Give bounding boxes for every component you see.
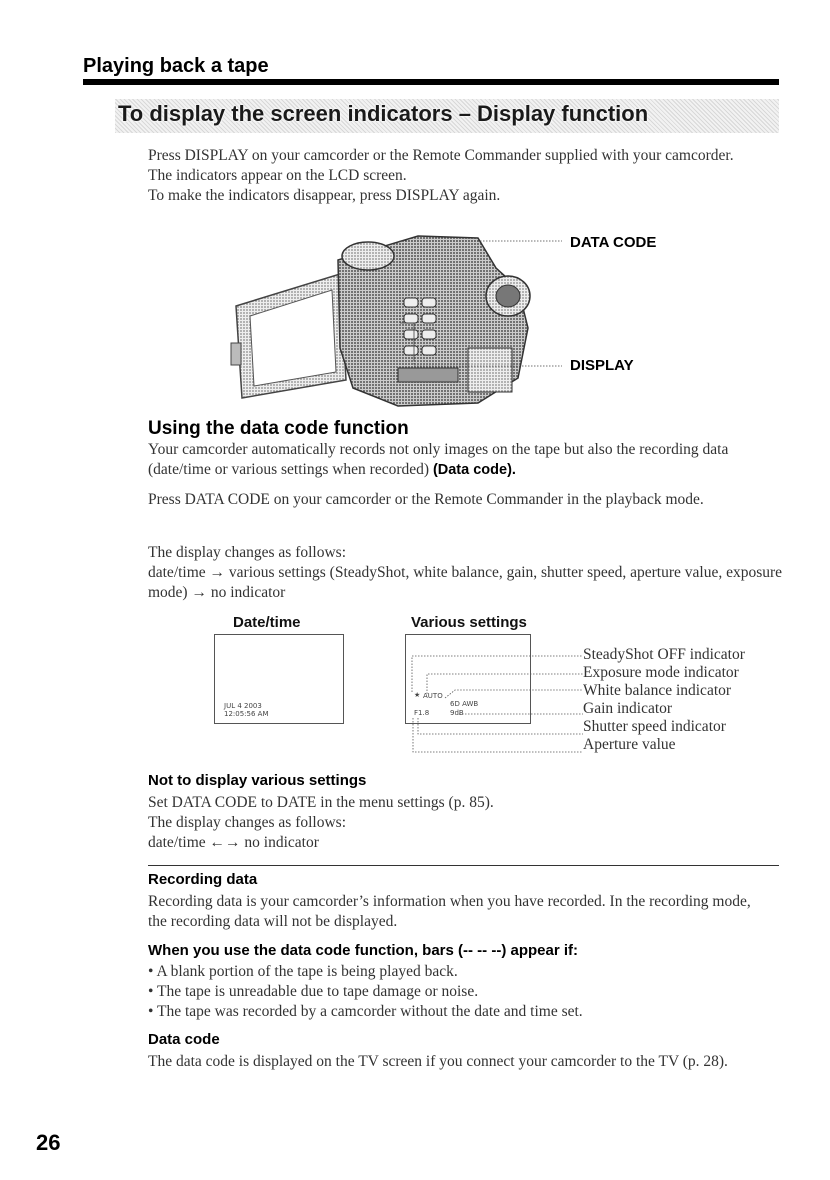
data-code-para-2: Press DATA CODE on your camcorder or the Remote Commander in the playback mode. [148, 491, 704, 508]
data-code-para-3-line-2: date/time → various settings (SteadyShot, white balance, gain, shutter speed, aperture value, exposure mode) → no indicator [148, 564, 783, 601]
list-item: • The tape is unreadable due to tape damage or noise. [148, 983, 479, 1000]
data-code-para-3 [148, 543, 783, 603]
section-title: Playing back a tape [83, 55, 269, 77]
data-code-note-text: The data code is displayed on the TV screen if you connect your camcorder to the TV (p. 28). [148, 1053, 728, 1070]
data-code-note-heading: Data code [148, 1031, 220, 1048]
not-display-line-1: Set DATA CODE to DATE in the menu settings (p. 85). [148, 794, 494, 811]
osd-aperture: F1.8 [414, 709, 430, 717]
label-various-settings: Various settings [411, 614, 527, 631]
banner-title: To display the screen indicators – Display function [118, 101, 649, 126]
screen-date: JUL 4 2003 [224, 702, 262, 710]
osd-gain: 9dB [450, 709, 464, 717]
data-code-term: (Data code). [432, 462, 516, 478]
screen-time: 12:05:56 AM [224, 710, 269, 718]
steadyshot-off-icon: ★ [414, 691, 421, 699]
legend-exposure-mode: Exposure mode indicator [583, 664, 739, 681]
osd-white-balance: 6D AWB [450, 700, 479, 708]
list-item: • A blank portion of the tape is being played back. [148, 963, 458, 980]
camcorder-illustration [228, 228, 568, 408]
page-number: 26 [36, 1130, 61, 1155]
date-time-screen [214, 634, 344, 724]
bars-list [148, 962, 768, 1022]
legend-steadyshot: SteadyShot OFF indicator [583, 646, 745, 663]
not-display-heading: Not to display various settings [148, 772, 367, 789]
bars-heading: When you use the data code function, bars (-- -- --) appear if: [148, 942, 579, 959]
data-code-para-1 [148, 440, 768, 480]
intro-line-3: To make the indicators disappear, press DISPLAY again. [148, 187, 501, 204]
header-rule [83, 79, 779, 85]
osd-auto: AUTO [423, 692, 443, 700]
settings-leader-lines [405, 634, 585, 764]
intro-line-2: The indicators appear on the LCD screen. [148, 167, 407, 184]
recording-data-text: Recording data is your camcorder’s information when you have recorded. In the recording mode, the recording data will not be displayed. [148, 893, 751, 930]
legend-shutter-speed: Shutter speed indicator [583, 718, 726, 735]
not-display-line-2: The display changes as follows: [148, 814, 347, 831]
not-display-line-3: date/time ←→ no indicator [148, 834, 319, 851]
recording-data-heading: Recording data [148, 871, 258, 888]
data-code-para-1-text: Your camcorder automatically records not only images on the tape but also the recording data (date/time or various settings when recorded) [148, 441, 729, 478]
callout-display: DISPLAY [570, 357, 634, 374]
callout-data-code: DATA CODE [570, 234, 657, 251]
settings-legend [583, 646, 745, 754]
data-code-heading: Using the data code function [148, 418, 409, 439]
legend-gain: Gain indicator [583, 700, 673, 717]
intro-line-1: Press DISPLAY on your camcorder or the Remote Commander supplied with your camcorder. [148, 147, 734, 164]
intro-text [148, 146, 778, 206]
legend-white-balance: White balance indicator [583, 682, 732, 699]
data-code-para-3-line-1: The display changes as follows: [148, 544, 347, 561]
not-display-text [148, 793, 748, 853]
legend-aperture: Aperture value [583, 736, 676, 753]
list-item: • The tape was recorded by a camcorder without the date and time set. [148, 1003, 583, 1020]
label-date-time: Date/time [233, 614, 301, 631]
notes-divider [148, 865, 779, 866]
